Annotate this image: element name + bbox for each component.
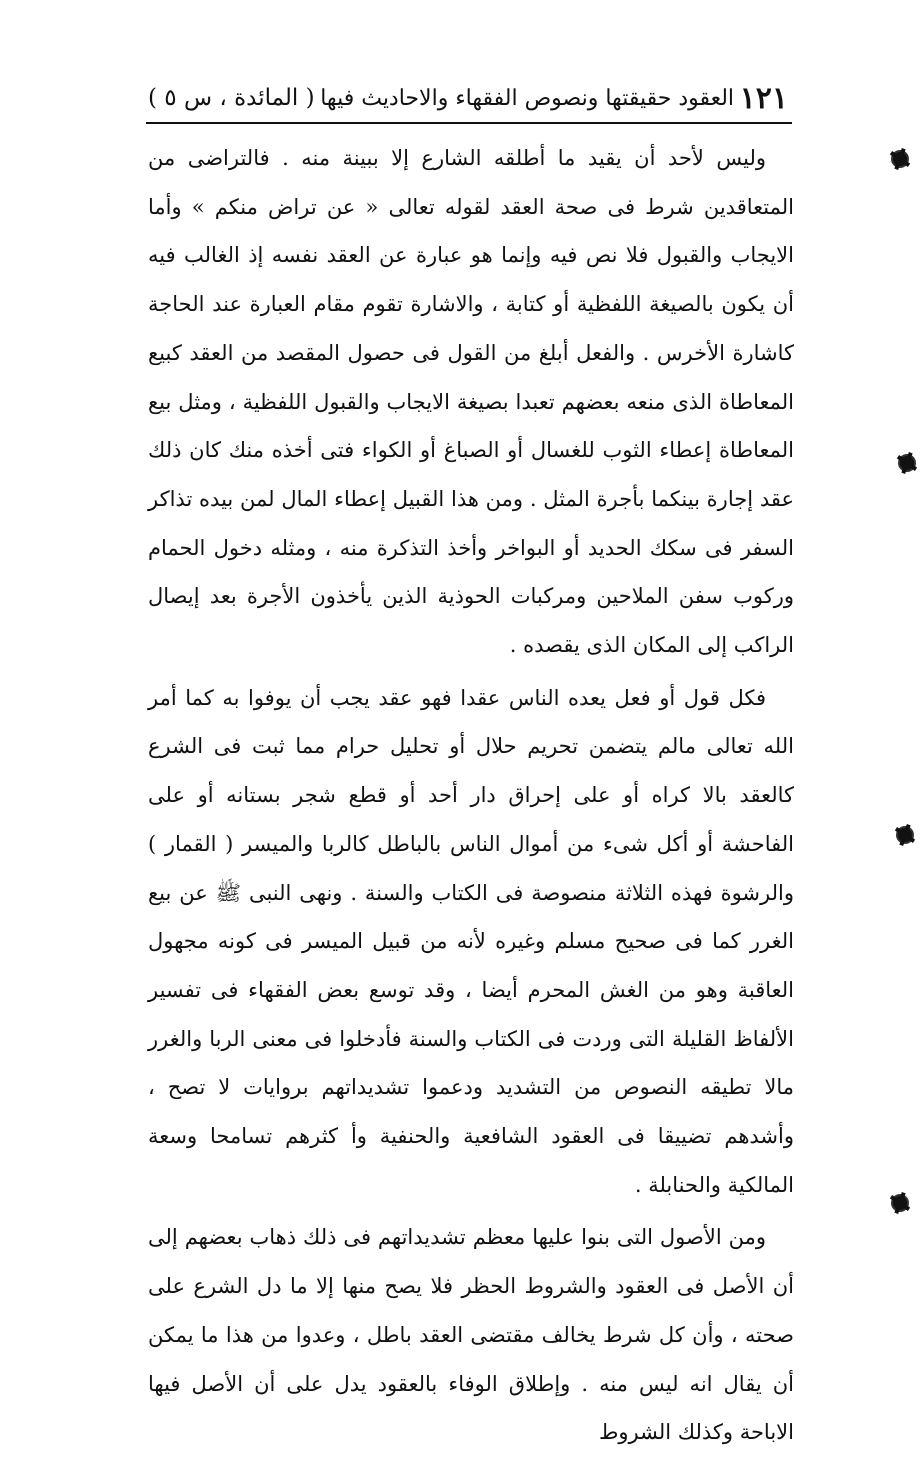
header-section: ( المائدة ، س ٥ ) [148,85,315,111]
paragraph-2: فكل قول أو فعل يعده الناس عقدا فهو عقد يجب أن يوفوا به كما أمر الله تعالى مالم يتضمن تحريم حلال أو تحليل حرام مما ثبت فى الشرع كالعقد بالا كراه أو على إحراق دار أحد أو قطع شجر بستانه أو على الفاحشة أو أكل شىء من أموال الناس بالباطل كالربا والميسر ( القمار ) والرشوة فهذه الثلاثة منصوصة فى الكتاب والسنة . ونهى النبى ﷺ عن بيع الغرر كما فى صحيح مسلم وغيره لأنه من قبيل الميسر فى كونه مجهول العاقبة وهو من الغش المحرم أيضا ، وقد توسع بعض الفقهاء فى تفسير الألفاظ القليلة التى وردت فى الكتاب والسنة فأدخلوا فى معنى الربا والغرر مالا تطيقه النصوص من التشديد ودعموا تشديداتهم بروايات لا تصح ، وأشدهم تضييقا فى العقود الشافعية والحنفية وأ كثرهم تسامحا وسعة المالكية والحنابلة . [148,685,794,1197]
margin-mark-icon [900,456,914,470]
paragraph-1: وليس لأحد أن يقيد ما أطلقه الشارع إلا ببينة منه . فالتراضى من المتعاقدين شرط فى صحة العقد لقوله تعالى « عن تراض منكم » وأما الايجاب والقبول فلا نص فيه وإنما هو عبارة عن العقد نفسه إذ الغالب فيه أن يكون بالصيغة اللفظية أو كتابة ، والاشارة تقوم مقام العبارة عند الحاجة كاشارة الأخرس . والفعل أبلغ من القول فى حصول المقصد من العقد كبيع المعاطاة الذى منعه بعضهم تعبدا بصيغة الايجاب والقبول اللفظية ، ومثل بيع المعاطاة إعطاء الثوب للغسال أو الصباغ أو الكواء فتى أخذه منك كان ذلك عقد إجارة بينكما بأجرة المثل . ومن هذا القبيل إعطاء المال لمن بيده تذاكر السفر فى سكك الحديد أو البواخر وأخذ التذكرة منه ، ومثله دخول الحمام وركوب سفن الملاحين ومركبات الحوذية الذين يأخذون الأجرة بعد إيصال الراكب إلى المكان الذى يقصده . [148,146,794,658]
header-title: العقود حقيقتها ونصوص الفقهاء والاحاديث فيها [320,85,735,111]
page-number: ١٢١ [739,80,788,116]
margin-mark-icon [893,1196,907,1210]
paragraph-3: ومن الأصول التى بنوا عليها معظم تشديداتهم فى ذلك ذهاب بعضهم إلى أن الأصل فى العقود والشروط الحظر فلا يصح منها إلا ما دل الشرع على صحته ، وأن كل شرط يخالف مقتضى العقد باطل ، وعدوا من هذا ما يمكن أن يقال انه ليس منه . وإطلاق الوفاء بالعقود يدل على أن الأصل فيها الاباحة وكذلك الشروط [148,1225,794,1445]
header-rule [146,122,792,124]
body-text [148,134,794,1457]
margin-mark-icon [898,828,912,842]
running-header [148,78,788,118]
margin-mark-icon [893,152,907,166]
